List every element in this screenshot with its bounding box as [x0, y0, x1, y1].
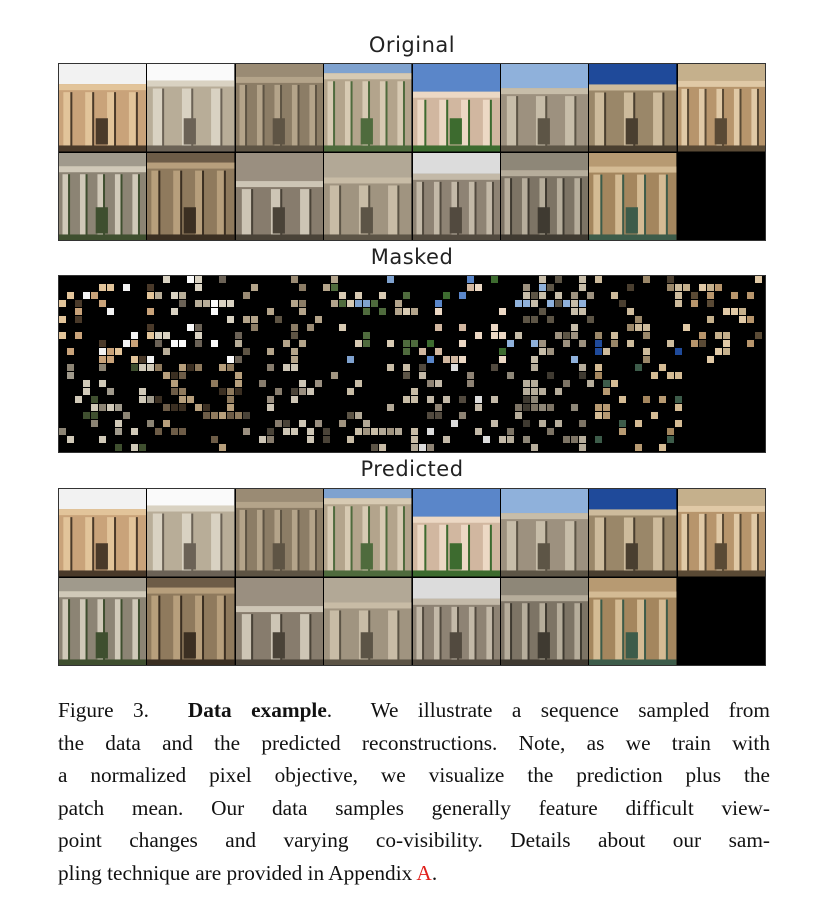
appendix-link[interactable]: A — [416, 860, 432, 885]
original-image-6 — [501, 64, 588, 152]
caption-title: Data example — [187, 698, 327, 722]
caption-line-6 — [58, 857, 770, 890]
original-image-12 — [324, 153, 411, 241]
predicted-image-10 — [147, 578, 234, 666]
original-image-16 — [678, 153, 765, 241]
original-image-15 — [589, 153, 676, 241]
caption-line-1: Figure 3. Data example. We illustrate a sequence sampled from — [58, 698, 771, 722]
predicted-image-3 — [236, 489, 323, 577]
original-image-10 — [147, 153, 234, 241]
caption-line-4: patch mean. Our data samples generally feature difficult view- — [58, 795, 770, 820]
original-image-14 — [501, 153, 588, 241]
original-image-9 — [59, 153, 146, 241]
predicted-image-13 — [413, 578, 500, 666]
image-grid-masked — [58, 275, 766, 453]
caption-text-end: pling technique are provided in Appendix — [58, 860, 417, 885]
image-grid-predicted — [58, 488, 766, 666]
predicted-image-5 — [413, 489, 500, 577]
predicted-image-15 — [589, 578, 676, 666]
caption-label: Figure 3. — [58, 698, 150, 722]
predicted-image-1 — [59, 489, 146, 577]
original-image-13 — [413, 153, 500, 241]
predicted-image-8 — [678, 489, 765, 577]
original-image-1 — [59, 64, 146, 152]
panel-title-predicted: Predicted — [360, 457, 464, 481]
predicted-image-12 — [324, 578, 411, 666]
original-image-5 — [413, 64, 500, 152]
caption-line-2: the data and the predicted reconstructions. Note, as we train with — [58, 730, 770, 755]
predicted-image-6 — [501, 489, 588, 577]
original-image-11 — [236, 153, 323, 241]
original-image-2 — [147, 64, 234, 152]
caption-line-3: a normalized pixel objective, we visualize the prediction plus the — [58, 763, 770, 788]
predicted-image-16 — [678, 578, 765, 666]
original-image-3 — [236, 64, 323, 152]
original-image-4 — [324, 64, 411, 152]
predicted-image-11 — [236, 578, 323, 666]
masked-patches — [59, 276, 765, 452]
caption-line-5: point changes and varying co-visibility. Details about our sam- — [58, 828, 770, 853]
original-image-7 — [589, 64, 676, 152]
predicted-image-7 — [589, 489, 676, 577]
predicted-image-9 — [59, 578, 146, 666]
image-grid-original — [58, 63, 766, 241]
panel-title-original: Original — [368, 33, 456, 57]
panel-title-masked: Masked — [370, 245, 454, 269]
predicted-image-2 — [147, 489, 234, 577]
caption-period: . — [431, 860, 438, 885]
predicted-image-4 — [324, 489, 411, 577]
original-image-8 — [678, 64, 765, 152]
caption-text: We illustrate a sequence sampled from — [370, 698, 771, 722]
figure-caption — [58, 694, 770, 890]
predicted-image-14 — [501, 578, 588, 666]
